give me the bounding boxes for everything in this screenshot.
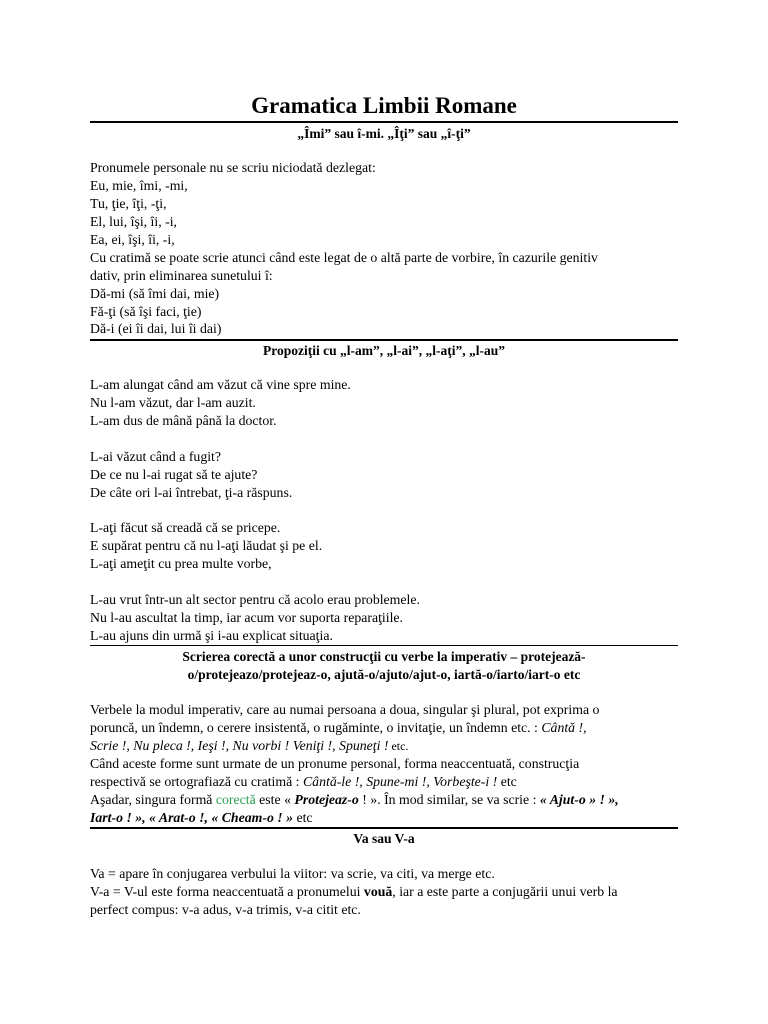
- paragraph-line: L-aţi făcut să creadă că se pricepe.: [90, 520, 281, 535]
- paragraph-line: Va = apare în conjugarea verbului la viitor: va scrie, va citi, va merge etc.: [90, 866, 495, 881]
- paragraph-line: [90, 737, 408, 755]
- paragraph-line: Pronumele personale nu se scriu niciodată dezlegat:: [90, 160, 376, 175]
- paragraph-line: dativ, prin eliminarea sunetului î:: [90, 268, 273, 283]
- section-heading-l-am: Propoziţii cu „l-am”, „l-ai”, „l-aţi”, „l-au”: [263, 343, 505, 358]
- text-run: respectivă se ortografiază cu cratimă :: [90, 774, 303, 789]
- example-italic: Cântă !,: [541, 720, 587, 735]
- example-italic: Scrie !, Nu pleca !, Ieşi !, Nu vorbi ! Veniţi !, Spuneţi !: [90, 738, 389, 753]
- bold-word: vouă: [363, 884, 393, 899]
- paragraph-line: Când aceste forme sunt urmate de un pronume personal, forma neaccentuată, construcţia: [90, 756, 580, 771]
- paragraph-line: Dă-mi (să îmi dai, mie): [90, 286, 220, 301]
- section-heading-imperativ-cont: o/protejeazo/protejeaz-o, ajută-o/ajuto/ajut-o, iartă-o/iarto/iart-o etc: [187, 667, 581, 682]
- paragraph-line: Verbele la modul imperativ, care au numai persoana a doua, singular şi plural, pot exprima o: [90, 702, 600, 717]
- text-run: V-a = V-ul este forma neaccentuată a pronumelui: [90, 884, 364, 899]
- text-run: etc: [293, 810, 313, 825]
- paragraph-line: Nu l-am văzut, dar l-am auzit.: [90, 395, 256, 410]
- paragraph-line: L-am dus de mână până la doctor.: [90, 413, 277, 428]
- example-bold-italic: Protejeaz-o: [294, 792, 359, 807]
- paragraph-line: E supărat pentru că nu l-aţi lăudat şi pe el.: [90, 538, 323, 553]
- paragraph-line: [90, 809, 313, 827]
- document-title: Gramatica Limbii Romane: [251, 93, 517, 118]
- title-divider: [90, 121, 678, 123]
- paragraph-line: L-aţi ameţit cu prea multe vorbe,: [90, 556, 272, 571]
- paragraph-line: L-am alungat când am văzut că vine spre mine.: [90, 377, 351, 392]
- text-run: este «: [255, 792, 295, 807]
- highlight-corecta: corectă: [215, 792, 256, 807]
- paragraph-line: [90, 773, 517, 791]
- paragraph-line: El, lui, îşi, îi, -i,: [90, 214, 177, 229]
- paragraph-line: Cu cratimă se poate scrie atunci când este legat de o altă parte de vorbire, în cazurile genitiv: [90, 250, 598, 265]
- paragraph-line: [90, 883, 618, 901]
- paragraph-line: Fă-ţi (să îşi faci, ţie): [90, 304, 202, 319]
- example-italic: Cântă-le !, Spune-mi !, Vorbeşte-i !: [302, 774, 498, 789]
- example-bold-italic: « Ajut-o » ! »,: [539, 792, 619, 807]
- section-heading-va: Va sau V-a: [353, 831, 415, 846]
- section-divider: [90, 645, 678, 646]
- section-heading-imi: „Îmi” sau î-mi. „Îţi” sau „î-ţi”: [297, 126, 471, 141]
- text-run: ! ». În mod similar, se va scrie :: [358, 792, 540, 807]
- text-run: etc: [497, 774, 517, 789]
- section-heading-imperativ: Scrierea corectă a unor construcţii cu verbe la imperativ – protejează-: [182, 649, 586, 664]
- paragraph-line: Eu, mie, îmi, -mi,: [90, 178, 188, 193]
- paragraph-line: [90, 791, 619, 809]
- section-divider: [90, 827, 678, 829]
- text-run: poruncă, un îndemn, o cerere insistentă, o rugăminte, o invitaţie, un îndemn etc. :: [90, 720, 542, 735]
- paragraph-line: Tu, ţie, îţi, -ţi,: [90, 196, 167, 211]
- text-run: , iar a este parte a conjugării unui verb la: [392, 884, 618, 899]
- paragraph-line: [90, 719, 587, 737]
- paragraph-line: De câte ori l-ai întrebat, ţi-a răspuns.: [90, 485, 293, 500]
- text-run: etc.: [388, 739, 409, 753]
- paragraph-line: Ea, ei, îşi, îi, -i,: [90, 232, 175, 247]
- section-divider: [90, 339, 678, 341]
- paragraph-line: Dă-i (ei îi dai, lui îi dai): [90, 321, 222, 336]
- example-bold-italic: Iart-o ! », « Arat-o !, « Cheam-o ! »: [90, 810, 294, 825]
- paragraph-line: L-ai văzut când a fugit?: [90, 449, 222, 464]
- paragraph-line: L-au vrut într-un alt sector pentru că acolo erau problemele.: [90, 592, 420, 607]
- paragraph-line: L-au ajuns din urmă şi i-au explicat situaţia.: [90, 628, 333, 643]
- paragraph-line: De ce nu l-ai rugat să te ajute?: [90, 467, 258, 482]
- paragraph-line: perfect compus: v-a adus, v-a trimis, v-a citit etc.: [90, 902, 361, 917]
- text-run: Aşadar, singura formă: [90, 792, 216, 807]
- paragraph-line: Nu l-au ascultat la timp, iar acum vor suporta reparaţiile.: [90, 610, 403, 625]
